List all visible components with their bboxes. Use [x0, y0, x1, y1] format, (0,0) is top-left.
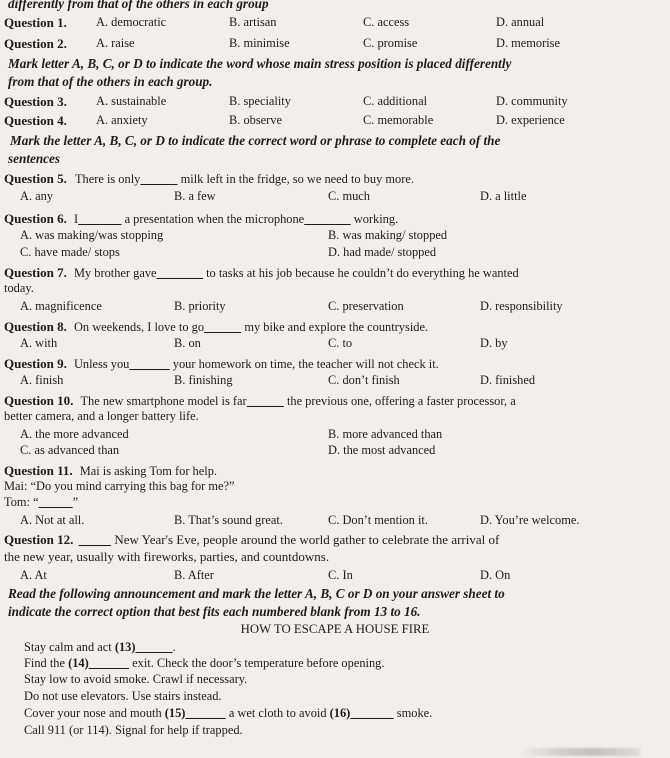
- ann-blank-16-number: (16): [329, 706, 351, 720]
- q9-stem-before: Unless you: [73, 357, 130, 371]
- q6-blank-2[interactable]: [304, 212, 350, 226]
- q9-option-a[interactable]: A. finish: [20, 373, 64, 387]
- question-10-label: Question 10.: [4, 393, 74, 408]
- question-12-label: Question 12.: [4, 532, 74, 547]
- q12-stem-after: New Year's Eve, people around the world gather to celebrate the arrival of: [114, 532, 500, 547]
- q2-option-a[interactable]: A. raise: [96, 36, 135, 50]
- ann-blank-13-number: (13): [114, 640, 136, 654]
- question-11-stem: [4, 463, 217, 479]
- question-8-stem: [4, 319, 428, 335]
- q9-blank[interactable]: [129, 357, 169, 371]
- q9-option-d[interactable]: D. finished: [480, 373, 536, 387]
- ann-blank-15[interactable]: [185, 706, 225, 720]
- q6-option-b[interactable]: B. was making/ stopped: [328, 228, 448, 242]
- announcement-line-3: Stay low to avoid smoke. Crawl if necessary.: [24, 672, 248, 686]
- q7-option-d[interactable]: D. responsibility: [480, 299, 563, 313]
- q8-blank[interactable]: [204, 320, 241, 334]
- q10-blank[interactable]: [247, 394, 284, 408]
- announcement-line-1: [24, 640, 176, 655]
- announcement-line-4: Do not use elevators. Use stairs instead.: [24, 689, 222, 703]
- instruction-stress-line1: Mark letter A, B, C, or D to indicate the word whose main stress position is placed differently: [8, 56, 512, 71]
- ann-l2-text: Find the: [24, 656, 65, 670]
- q8-option-d[interactable]: D. by: [480, 336, 508, 350]
- q4-option-a[interactable]: A. anxiety: [96, 113, 148, 127]
- q7-option-b[interactable]: B. priority: [174, 299, 226, 313]
- q11-option-c[interactable]: C. Don’t mention it.: [328, 513, 428, 527]
- question-5-stem: [4, 171, 414, 187]
- q12-option-b[interactable]: B. After: [174, 568, 214, 582]
- q6-stem-3: working.: [353, 212, 399, 226]
- q2-option-c[interactable]: C. promise: [363, 36, 418, 50]
- q7-stem-line2: today.: [4, 281, 34, 295]
- q11-tom-line: [4, 495, 78, 510]
- question-10-stem: [4, 393, 516, 409]
- q8-option-a[interactable]: A. with: [20, 336, 58, 350]
- ann-blank-13[interactable]: [136, 640, 173, 654]
- q6-stem-2: a presentation when the microphone: [124, 212, 305, 226]
- q10-stem-after: the previous one, offering a faster processor, a: [286, 394, 516, 408]
- question-6-stem: [4, 211, 398, 227]
- ann-l1-after: .: [172, 640, 176, 654]
- q12-option-c[interactable]: C. In: [328, 568, 353, 582]
- question-7-stem: [4, 265, 519, 281]
- question-2-label: Question 2.: [4, 36, 67, 51]
- q3-option-b[interactable]: B. speciality: [229, 94, 291, 108]
- q3-option-d[interactable]: D. community: [496, 94, 568, 108]
- instruction-read-line2: indicate the correct option that best fits each numbered blank from 13 to 16.: [8, 604, 421, 619]
- q3-option-c[interactable]: C. additional: [363, 94, 428, 108]
- instruction-partial: differently from that of the others in each group: [8, 0, 269, 11]
- q1-option-d[interactable]: D. annual: [496, 15, 545, 29]
- announcement-line-2: [24, 656, 384, 671]
- q7-option-a[interactable]: A. magnificence: [20, 299, 102, 313]
- instruction-stress-line2: from that of the others in each group.: [8, 74, 213, 89]
- announcement-line-5: [24, 706, 432, 721]
- q10-option-d[interactable]: D. the most advanced: [328, 443, 436, 457]
- q8-option-c[interactable]: C. to: [328, 336, 353, 350]
- question-9-stem: [4, 356, 439, 372]
- q12-stem-line2: the new year, usually with fireworks, parties, and countdowns.: [4, 549, 330, 564]
- q12-blank[interactable]: [79, 532, 112, 547]
- q9-stem-after: your homework on time, the teacher will not check it.: [172, 357, 439, 371]
- q10-option-a[interactable]: A. the more advanced: [20, 427, 129, 441]
- question-5-label: Question 5.: [4, 171, 67, 186]
- ann-l1-text: Stay calm and act: [24, 640, 112, 654]
- q9-option-c[interactable]: C. don’t finish: [328, 373, 400, 387]
- question-8-label: Question 8.: [4, 319, 67, 334]
- announcement-line-6: Call 911 (or 114). Signal for help if trapped.: [24, 723, 243, 737]
- announcement-title: HOW TO ESCAPE A HOUSE FIRE: [240, 622, 430, 636]
- ann-l2-after: exit. Check the door’s temperature before opening.: [132, 656, 385, 670]
- q12-option-d[interactable]: D. On: [480, 568, 511, 582]
- question-1-label: Question 1.: [4, 15, 67, 30]
- q7-stem-after: to tasks at his job because he couldn’t do everything he wanted: [206, 266, 519, 280]
- q3-option-a[interactable]: A. sustainable: [96, 94, 167, 108]
- q11-option-b[interactable]: B. That’s sound great.: [174, 513, 283, 527]
- ann-blank-15-number: (15): [164, 706, 186, 720]
- q5-option-b[interactable]: B. a few: [174, 189, 216, 203]
- question-12-stem: [4, 532, 499, 547]
- q5-stem-before: There is only: [74, 172, 141, 186]
- ann-blank-14-number: (14): [68, 656, 89, 670]
- q10-option-b[interactable]: B. more advanced than: [328, 427, 443, 441]
- q6-option-c[interactable]: C. have made/ stops: [20, 245, 120, 259]
- ann-l5-mid: a wet cloth to avoid: [228, 706, 327, 720]
- question-11-label: Question 11.: [4, 463, 73, 478]
- q5-stem-after: milk left in the fridge, so we need to buy more.: [180, 172, 414, 186]
- q6-blank-1[interactable]: [78, 212, 121, 226]
- q1-option-c[interactable]: C. access: [363, 15, 410, 29]
- instruction-complete-line1: Mark the letter A, B, C, or D to indicate the correct word or phrase to complete each of the: [10, 133, 501, 148]
- q11-option-d[interactable]: D. You’re welcome.: [480, 513, 580, 527]
- q11-tom-prefix: Tom: “: [4, 495, 39, 509]
- q1-option-b[interactable]: B. artisan: [229, 15, 277, 29]
- q5-blank[interactable]: [140, 172, 177, 186]
- q4-option-b[interactable]: B. observe: [229, 113, 282, 127]
- q11-option-a[interactable]: A. Not at all.: [20, 513, 85, 527]
- q8-option-b[interactable]: B. on: [174, 336, 201, 350]
- q2-option-b[interactable]: B. minimise: [229, 36, 290, 50]
- ann-blank-16[interactable]: [350, 706, 393, 720]
- scan-smudge: [520, 748, 640, 756]
- instruction-complete-line2: sentences: [8, 151, 61, 166]
- q4-option-d[interactable]: D. experience: [496, 113, 565, 127]
- question-6-label: Question 6.: [4, 211, 67, 226]
- q6-option-a[interactable]: A. was making/was stopping: [20, 228, 164, 242]
- q5-option-c[interactable]: C. much: [328, 189, 370, 203]
- q9-option-b[interactable]: B. finishing: [174, 373, 233, 387]
- q6-option-d[interactable]: D. had made/ stopped: [328, 245, 437, 259]
- q2-option-d[interactable]: D. memorise: [496, 36, 561, 50]
- ann-blank-14[interactable]: [89, 656, 129, 670]
- q7-stem-before: My brother gave: [73, 266, 157, 280]
- q7-blank[interactable]: [157, 266, 203, 280]
- q10-stem-line2: better camera, and a longer battery life.: [4, 409, 199, 423]
- q5-option-d[interactable]: D. a little: [480, 189, 527, 203]
- q1-option-a[interactable]: A. democratic: [96, 15, 167, 29]
- question-9-label: Question 9.: [4, 356, 67, 371]
- q11-stem: Mai is asking Tom for help.: [79, 464, 217, 478]
- q12-option-a[interactable]: A. At: [20, 568, 47, 582]
- question-3-label: Question 3.: [4, 94, 67, 109]
- q10-stem-before: The new smartphone model is far: [80, 394, 247, 408]
- q6-stem-1: I: [73, 212, 79, 226]
- q11-blank[interactable]: [39, 495, 73, 509]
- q11-mai-line: Mai: “Do you mind carrying this bag for me?”: [4, 479, 235, 493]
- question-7-label: Question 7.: [4, 265, 67, 280]
- q11-tom-suffix: ”: [72, 495, 79, 509]
- q10-option-c[interactable]: C. as advanced than: [20, 443, 120, 457]
- question-4-label: Question 4.: [4, 113, 67, 128]
- q4-option-c[interactable]: C. memorable: [363, 113, 434, 127]
- q5-option-a[interactable]: A. any: [20, 189, 54, 203]
- ann-l5-text: Cover your nose and mouth: [24, 706, 162, 720]
- q7-option-c[interactable]: C. preservation: [328, 299, 404, 313]
- q8-stem-after: my bike and explore the countryside.: [244, 320, 429, 334]
- q8-stem-before: On weekends, I love to go: [73, 320, 205, 334]
- instruction-read-line1: Read the following announcement and mark the letter A, B, C or D on your answer sheet to: [8, 586, 505, 601]
- ann-l5-after: smoke.: [396, 706, 433, 720]
